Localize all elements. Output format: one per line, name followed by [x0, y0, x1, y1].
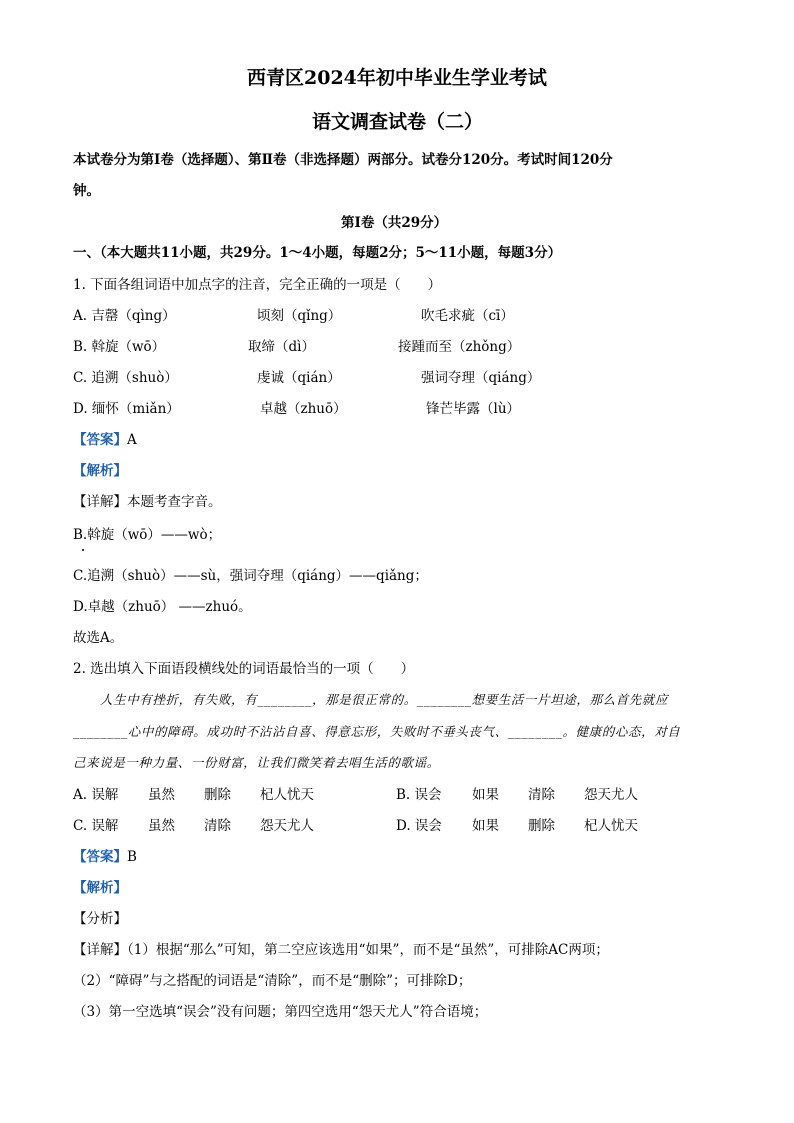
question-2-detail: [73, 940, 609, 960]
q2-option-c-4: 怨天尤人: [260, 818, 314, 834]
exam-title: 西青区2024年初中毕业生学业考试: [247, 67, 547, 89]
q2-option-a-4: 杞人忧天: [260, 787, 314, 803]
option-c-word3: 强词夺理（qiáng）: [421, 370, 541, 386]
exam-subtitle: 语文调查试卷（二）: [312, 111, 484, 133]
part-heading: 第Ⅰ卷（共29分）: [341, 215, 448, 231]
option-a-word3: 吹毛求疵（cī）: [421, 308, 514, 324]
q2-option-b-4: 怨天尤人: [584, 787, 638, 803]
option-c-word1: C. 追溯（shuò）: [73, 370, 178, 386]
question-1-stem: 1. 下面各组词语中加点字的注音，完全正确的一项是（ ）: [73, 277, 442, 293]
passage-line-2: ________心中的障碍。成功时不沾沾自喜、得意忘形，失败时不垂头丧气、________。健康的心态，对自: [73, 724, 681, 739]
intro-line-2: 钟。: [73, 183, 100, 199]
option-d-word2: 卓越（zhuō）: [260, 401, 347, 417]
q2-option-c-3: 清除: [204, 818, 231, 834]
option-b-word1: B. 斡旋（wō）: [73, 339, 166, 355]
q2-option-b-3: 清除: [528, 787, 555, 803]
option-b-word3: 接踵而至（zhǒng）: [398, 339, 521, 355]
option-a-word2: 顷刻（qǐng）: [257, 308, 342, 324]
q2-option-b-1: B. 误会: [396, 787, 442, 803]
note-b: B.斡旋（wō）——wò；: [73, 527, 222, 543]
answer-tag: 【答案】: [73, 849, 127, 865]
emphasis-dot: [82, 549, 84, 551]
q2-option-a-1: A. 误解: [73, 787, 119, 803]
detail-text: 本题考查字音。: [127, 494, 222, 510]
answer-value: A: [127, 432, 137, 448]
detail-line-1: （1）根据“那么”可知，第二空应该选用“如果”，而不是“虽然”，可排除AC两项；: [127, 942, 609, 958]
section-heading: 一、（本大题共11小题，共29分。1～4小题，每题2分；5～11小题，每题3分）: [73, 245, 562, 261]
q2-option-d-4: 杞人忧天: [584, 818, 638, 834]
passage-line-1: 人生中有挫折，有失败，有________，那是很正常的。________想要生活一片坦途，那么首先就应: [100, 692, 669, 707]
question-1-detail: [73, 492, 222, 512]
answer-value: B: [127, 849, 137, 865]
q2-option-c-2: 虽然: [148, 818, 175, 834]
note-c: C.追溯（shuò）——sù，强词夺理（qiáng）——qiǎng；: [73, 568, 428, 584]
intro-line-1: 本试卷分为第Ⅰ卷（选择题）、第Ⅱ卷（非选择题）两部分。试卷分120分。考试时间120分: [73, 152, 613, 168]
q2-option-d-2: 如果: [472, 818, 499, 834]
option-d-word1: D. 缅怀（miǎn）: [73, 401, 180, 417]
q2-option-d-1: D. 误会: [396, 818, 442, 834]
note-d: D.卓越（zhuō） ——zhuó。: [73, 599, 252, 615]
q2-option-b-2: 如果: [472, 787, 499, 803]
option-c-word2: 虔诚（qián）: [257, 370, 341, 386]
question-2-stem: 2. 选出填入下面语段横线处的词语最恰当的一项（ ）: [73, 661, 415, 677]
detail-tag: 【详解】: [73, 942, 127, 958]
question-1-answer: [73, 430, 137, 450]
analysis-sub-tag: 【分析】: [73, 911, 127, 927]
option-d-word3: 锋芒毕露（lù）: [426, 401, 521, 417]
q2-option-a-3: 删除: [204, 787, 231, 803]
option-b-word2: 取缔（dì）: [248, 339, 315, 355]
option-a-word1: A. 吉罄（qìng）: [73, 308, 176, 324]
q2-option-a-2: 虽然: [148, 787, 175, 803]
question-2-answer: [73, 847, 137, 867]
detail-line-2: （2）“障碍”与之搭配的词语是“清除”，而不是“删除”；可排除D；: [73, 973, 472, 989]
detail-tag: 【详解】: [73, 494, 127, 510]
q2-option-d-3: 删除: [528, 818, 555, 834]
conclusion: 故选A。: [73, 630, 124, 646]
analysis-tag: 【解析】: [73, 880, 127, 896]
answer-tag: 【答案】: [73, 432, 127, 448]
analysis-tag: 【解析】: [73, 463, 127, 479]
q2-option-c-1: C. 误解: [73, 818, 119, 834]
passage-line-3: 己来说是一种力量、一份财富，让我们微笑着去唱生活的歌谣。: [73, 755, 440, 770]
detail-line-3: （3）第一空选填“误会”没有问题；第四空选用“怨天尤人”符合语境；: [73, 1004, 488, 1020]
